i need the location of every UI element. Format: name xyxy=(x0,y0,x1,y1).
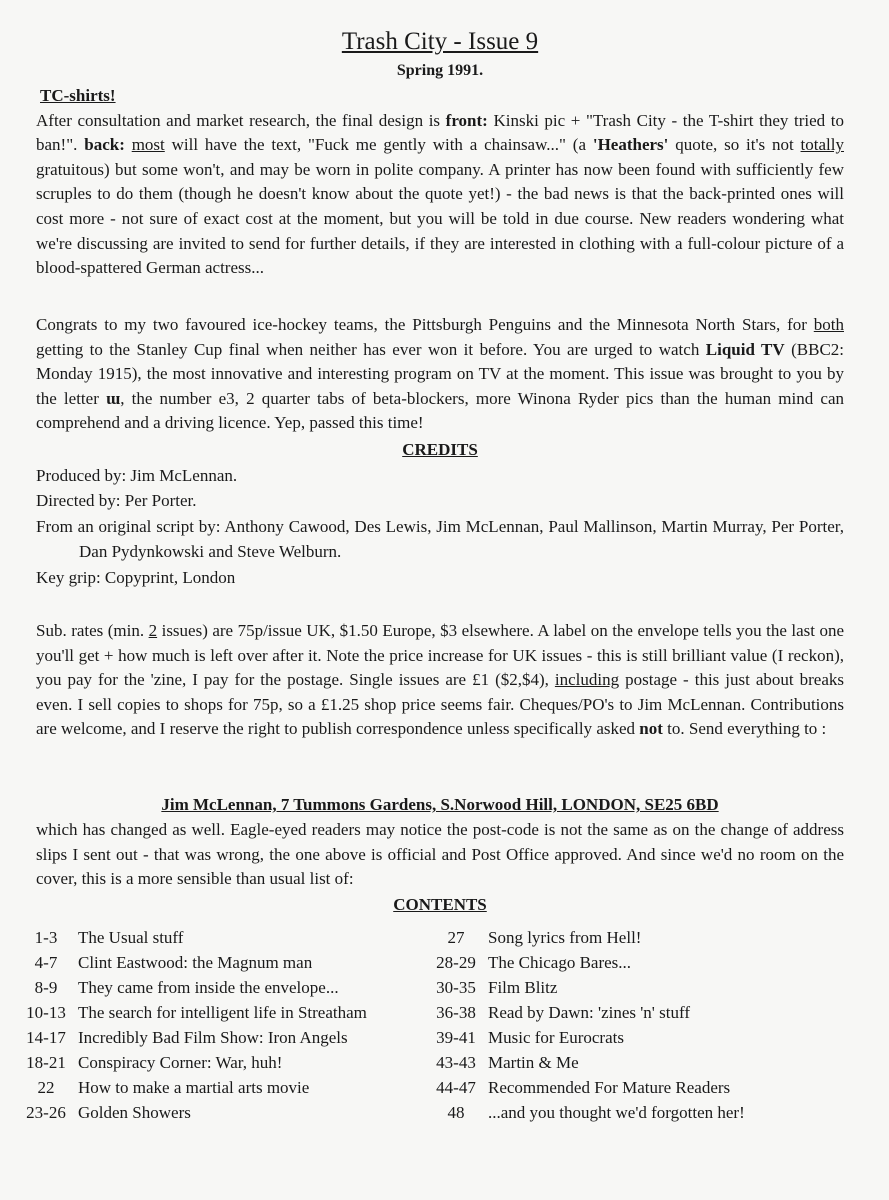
bold-text: not xyxy=(639,719,663,739)
tshirts-paragraph xyxy=(36,109,844,281)
text-run: After consultation and market research, the final design is xyxy=(36,110,446,130)
article-title: Read by Dawn: 'zines 'n' stuff xyxy=(488,1003,690,1022)
contents-item xyxy=(430,1025,745,1050)
address: Jim McLennan, 7 Tummons Gardens, S.Norwood Hill, LONDON, SE25 6BD xyxy=(161,795,719,814)
contents-item xyxy=(20,975,367,1000)
tshirts-section xyxy=(36,84,844,281)
page-range: 28-29 xyxy=(436,953,476,972)
tshirts-heading: TC-shirts! xyxy=(40,86,116,105)
congrats-paragraph xyxy=(36,313,844,436)
underlined-text: including xyxy=(554,670,620,690)
subscription-paragraph xyxy=(36,619,844,742)
text-run: quote, so it's not xyxy=(668,135,801,155)
bold-text: front: xyxy=(445,110,488,130)
contents-left-column xyxy=(20,925,367,1125)
page-range: 1-3 xyxy=(34,928,58,947)
issue-date: Spring 1991. xyxy=(396,62,484,79)
text-run: gratuitous) but some won't, and may be worn in polite company. A printer has now been found with sufficiently few scruples to do them (though he doesn't know about the quote yet!) - the bad news is that the back-printed ones will cost more - not sure of exact cost at the moment, but you will be told in due course. New readers wondering what we're discussing are invited to send for further details, if they are interested in clothing with a full-colour picture of a blood-spattered German actress... xyxy=(36,159,844,278)
contents-right-column xyxy=(430,925,745,1125)
page-range: 30-35 xyxy=(436,978,476,997)
text-run: , the number e3, 2 quarter tabs of beta-blockers, more Winona Ryder pics than the human mind can comprehend and a driving licence. Yep, passed this time! xyxy=(36,388,844,433)
text-run: Congrats to my two favoured ice-hockey teams, the Pittsburgh Penguins and the Minnesota North Stars, for xyxy=(36,315,814,334)
contents-heading: CONTENTS xyxy=(393,895,487,914)
page-range: 27 xyxy=(447,928,465,947)
credits-section xyxy=(36,438,844,590)
text-run xyxy=(125,135,132,154)
credit-line: Produced by: Jim McLennan. xyxy=(36,465,238,485)
contents-item xyxy=(20,950,367,975)
contents-item xyxy=(20,925,367,950)
address-note: which has changed as well. Eagle-eyed readers may notice the post-code is not the same as on the change of address slips I sent out - that was wrong, the one above is official and Post Office approved. And since we'd no room on the cover, this is a more sensible than usual list of: xyxy=(36,820,844,889)
article-title: Film Blitz xyxy=(488,978,558,997)
page-range: 22 xyxy=(37,1078,55,1097)
page-range: 43-43 xyxy=(436,1053,476,1072)
contents-item xyxy=(20,1000,367,1025)
page-range: 4-7 xyxy=(34,953,58,972)
contents-item xyxy=(430,975,745,1000)
bold-text: back: xyxy=(84,135,125,155)
contents-item xyxy=(20,1075,367,1100)
article-title: Conspiracy Corner: War, huh! xyxy=(78,1053,283,1072)
article-title: They came from inside the envelope... xyxy=(78,978,339,997)
article-title: The search for intelligent life in Streatham xyxy=(78,1003,367,1022)
page-title: Trash City - Issue 9 xyxy=(341,28,539,55)
article-title: How to make a martial arts movie xyxy=(78,1078,310,1097)
credit-line: Key grip: Copyprint, London xyxy=(36,567,236,587)
underlined-text: both xyxy=(813,315,844,334)
page-range: 14-17 xyxy=(26,1028,66,1047)
article-title: Song lyrics from Hell! xyxy=(488,928,642,947)
credit-line: From an original script by: Anthony Cawood, Des Lewis, Jim McLennan, Paul Mallinson, Martin Murray, Per Porter, Dan Pydynkowski and Steve Welburn. xyxy=(36,516,844,562)
contents-item xyxy=(430,950,745,975)
article-title: Music for Eurocrats xyxy=(488,1028,624,1047)
underlined-text: 2 xyxy=(148,621,158,640)
bold-text: ɯ xyxy=(106,388,121,408)
text-run: issues) are 75p/issue UK, $1.50 Europe, $3 elsewhere. A label on the envelope tells you the last one you'll get + how much is left over after it. Note the price increase for UK issues - this is still brilliant value (I reckon), you pay for the 'zine, I pay for the postage. Single issues are £1 ($2,$4), xyxy=(36,621,844,690)
text-run: getting to the Stanley Cup final when neither has ever won it before. You are urged to watch xyxy=(36,339,706,359)
text-run: Sub. rates (min. xyxy=(36,621,149,640)
page-range: 48 xyxy=(447,1103,465,1122)
credit-line: Directed by: Per Porter. xyxy=(36,491,197,511)
text-run: will have the text, "Fuck me gently with a chainsaw..." (a xyxy=(164,135,593,155)
page-range: 36-38 xyxy=(436,1003,476,1022)
article-title: Recommended For Mature Readers xyxy=(488,1078,731,1097)
contents-item xyxy=(430,1050,745,1075)
address-line xyxy=(36,793,844,818)
credits-heading: CREDITS xyxy=(402,440,478,459)
article-title: The Chicago Bares... xyxy=(488,953,632,972)
contents-item xyxy=(430,1075,745,1100)
underlined-text: most xyxy=(131,135,165,155)
contents-item xyxy=(20,1025,367,1050)
contents-item xyxy=(430,1100,745,1125)
article-title: Incredibly Bad Film Show: Iron Angels xyxy=(78,1028,348,1047)
underlined-text: totally xyxy=(800,135,844,155)
contents-item xyxy=(20,1100,367,1125)
contents-item xyxy=(20,1050,367,1075)
text-run: to. Send everything to : xyxy=(662,719,827,739)
contents-item xyxy=(430,1000,745,1025)
text-run: postage - this just about breaks even. I sell copies to shops for 75p, so a £1.25 shop price seems fair. Cheques/PO's to Jim McLennan. Contributions are welcome, and I reserve the right to publish correspondence unless specifically asked xyxy=(36,670,844,739)
page-range: 39-41 xyxy=(436,1028,476,1047)
page-range: 23-26 xyxy=(26,1103,66,1122)
article-title: Golden Showers xyxy=(78,1103,191,1122)
article-title: ...and you thought we'd forgotten her! xyxy=(488,1103,745,1122)
page-range: 10-13 xyxy=(26,1003,66,1022)
article-title: Martin & Me xyxy=(488,1053,579,1072)
bold-text: 'Heathers' xyxy=(592,135,669,155)
bold-text: Liquid TV xyxy=(705,339,785,359)
page-range: 8-9 xyxy=(34,978,58,997)
page-range: 44-47 xyxy=(436,1078,476,1097)
text-run: (BBC2: Monday 1915), the most innovative and interesting program on TV at the moment. This issue was brought to you by the letter xyxy=(36,339,845,408)
article-title: Clint Eastwood: the Magnum man xyxy=(78,953,313,972)
article-title: The Usual stuff xyxy=(78,928,184,947)
contents-heading-wrap xyxy=(36,893,844,918)
text-run: Kinski pic + "Trash City - the T-shirt they tried to ban!". xyxy=(36,110,844,155)
contents-item xyxy=(430,925,745,950)
page-range: 18-21 xyxy=(26,1053,66,1072)
